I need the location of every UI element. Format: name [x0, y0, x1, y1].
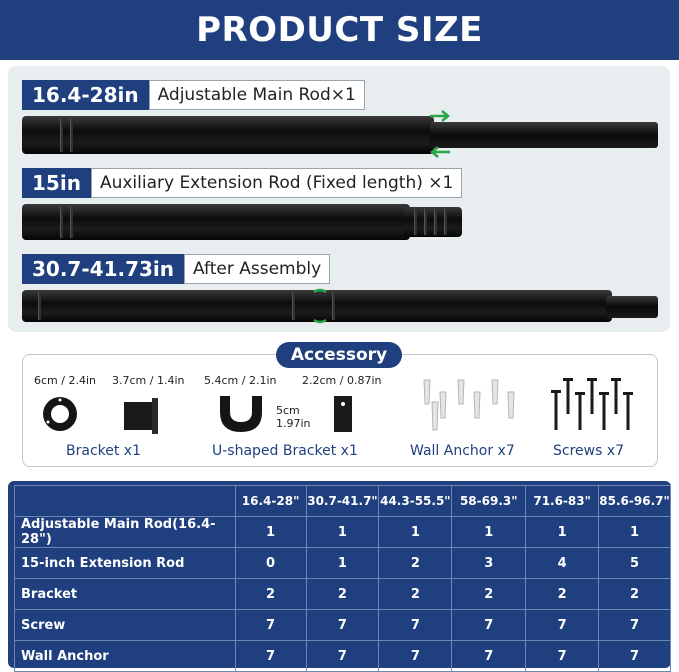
table-cell: 2	[235, 579, 306, 610]
table-cell: 7	[235, 641, 306, 672]
adjust-arrows-icon	[428, 108, 452, 160]
table-row	[15, 548, 671, 579]
accessory-title: Accessory	[276, 342, 402, 368]
configuration-table-panel	[8, 481, 671, 668]
rod-desc: Auxiliary Extension Rod (Fixed length) ×1	[91, 168, 462, 198]
u-bracket-icon	[216, 392, 266, 436]
rod-label-assembly	[22, 254, 330, 284]
screws-icon	[546, 374, 636, 434]
extension-rod-image	[22, 204, 410, 240]
u-bracket-width-label: 5.4cm / 2.1in	[204, 374, 277, 387]
table-cell: 2	[452, 579, 526, 610]
row-label: Adjustable Main Rod(16.4-28")	[15, 517, 236, 548]
u-bracket-side-icon	[330, 392, 356, 436]
table-cell: 1	[306, 517, 379, 548]
wall-anchor-label: Wall Anchor x7	[410, 443, 515, 459]
table-header-cell: 44.3-55.5"	[379, 486, 452, 517]
table-cell: 7	[379, 641, 452, 672]
bracket-ring-icon	[40, 394, 80, 434]
table-header-cell: 58-69.3"	[452, 486, 526, 517]
rod-label-extension	[22, 168, 462, 198]
table-row	[15, 517, 671, 548]
table-cell: 1	[306, 548, 379, 579]
table-row	[15, 579, 671, 610]
table-cell: 7	[526, 610, 599, 641]
table-cell: 7	[452, 610, 526, 641]
table-header-cell: 71.6-83"	[526, 486, 599, 517]
row-label: Screw	[15, 610, 236, 641]
main-rod-image	[22, 116, 434, 154]
u-bracket-label: U-shaped Bracket x1	[212, 443, 358, 459]
table-cell: 7	[379, 610, 452, 641]
table-cell: 2	[379, 579, 452, 610]
table-cell: 3	[452, 548, 526, 579]
rod-size: 16.4-28in	[22, 80, 149, 110]
table-cell: 7	[599, 641, 671, 672]
table-cell: 7	[306, 610, 379, 641]
rod-label-main	[22, 80, 365, 110]
extension-rod-threaded-end	[404, 207, 462, 237]
u-bracket-side-label: 2.2cm / 0.87in	[302, 374, 382, 387]
table-cell: 1	[526, 517, 599, 548]
table-cell: 2	[526, 579, 599, 610]
table-cell: 1	[452, 517, 526, 548]
table-header-cell: 30.7-41.7"	[306, 486, 379, 517]
table-row	[15, 641, 671, 672]
bracket-label: Bracket x1	[66, 443, 141, 459]
table-header-row	[15, 486, 671, 517]
assembled-rod-thin-section	[606, 296, 658, 318]
table-cell: 2	[379, 548, 452, 579]
table-cell: 7	[526, 641, 599, 672]
table-cell: 5	[599, 548, 671, 579]
bracket-diameter-label: 6cm / 2.4in	[34, 374, 96, 387]
screws-label: Screws x7	[553, 443, 625, 459]
table-cell: 1	[379, 517, 452, 548]
table-header-cell: 16.4-28"	[235, 486, 306, 517]
title-banner	[0, 0, 679, 60]
page-title: PRODUCT SIZE	[196, 10, 483, 50]
table-cell: 7	[235, 610, 306, 641]
table-header-cell: 85.6-96.7"	[599, 486, 671, 517]
row-label: 15-inch Extension Rod	[15, 548, 236, 579]
rod-size: 30.7-41.73in	[22, 254, 184, 284]
u-bracket-height-label: 5cm 1.97in	[276, 404, 311, 430]
row-label: Wall Anchor	[15, 641, 236, 672]
table-row	[15, 610, 671, 641]
rod-size: 15in	[22, 168, 91, 198]
configuration-table	[14, 485, 671, 672]
table-header-cell	[15, 486, 236, 517]
main-rod-thin-section	[430, 122, 658, 148]
table-cell: 1	[599, 517, 671, 548]
bracket-length-label: 3.7cm / 1.4in	[112, 374, 185, 387]
wall-anchor-icon	[414, 374, 524, 436]
table-cell: 7	[452, 641, 526, 672]
rotate-arrows-icon	[310, 286, 330, 326]
table-cell: 0	[235, 548, 306, 579]
rod-desc: Adjustable Main Rod×1	[149, 80, 365, 110]
table-cell: 7	[306, 641, 379, 672]
bracket-cup-icon	[122, 396, 162, 434]
table-cell: 7	[599, 610, 671, 641]
table-cell: 1	[235, 517, 306, 548]
table-cell: 4	[526, 548, 599, 579]
table-cell: 2	[306, 579, 379, 610]
row-label: Bracket	[15, 579, 236, 610]
table-cell: 2	[599, 579, 671, 610]
rod-desc: After Assembly	[184, 254, 330, 284]
